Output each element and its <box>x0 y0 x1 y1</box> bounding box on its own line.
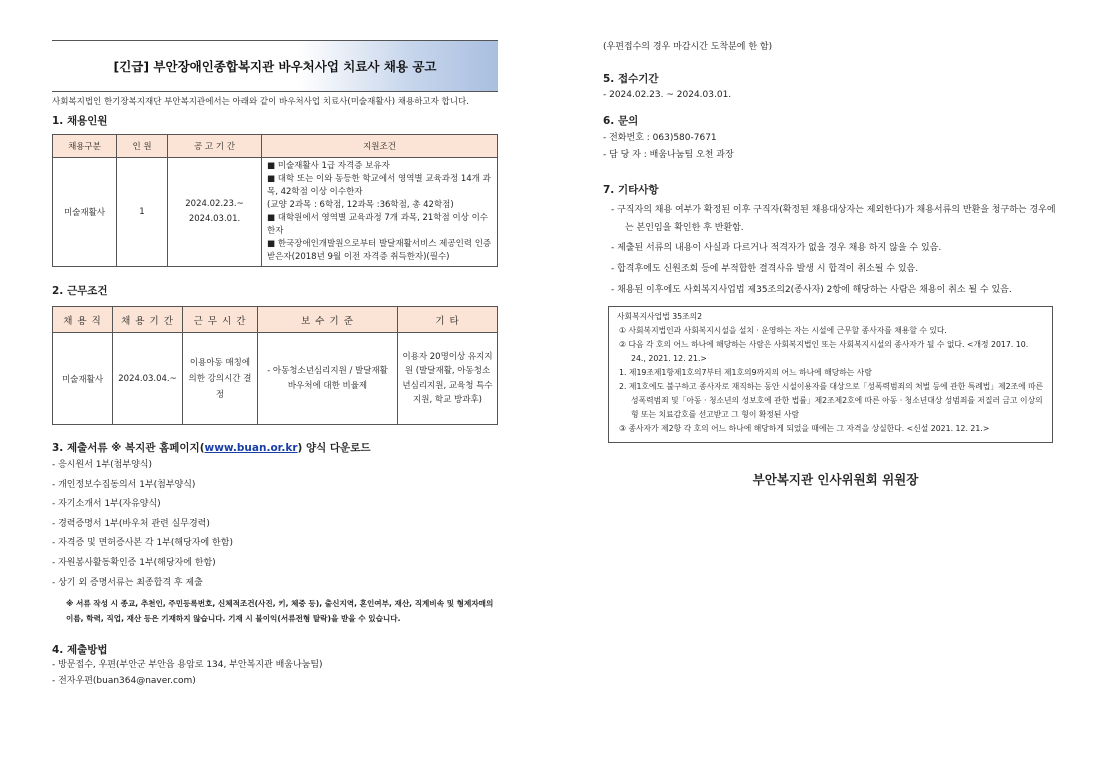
section3-heading-suffix: ) 양식 다운로드 <box>297 442 371 454</box>
right-column <box>603 40 1058 488</box>
section4-heading: 4. 제출방법 <box>52 644 108 657</box>
note-text: ※ 서류 작성 시 종교, 추천인, 주민등록번호, 신체적조건(사진, 키, 체중 등), 출신지역, 혼인여부, 재산, 직계비속 및 형제자매의 이름, 학력, 직업, 재산 등은 기재하지 않습니다. 기재 시 불이익(서류전형 탈락)을 받을 수 있습니다. <box>66 599 494 624</box>
cell-etc: 이용자 20명이상 유지지원 (발달재활, 아동청소년심리지원, 교육청 특수지원, 학교 방과후) <box>398 333 498 425</box>
law-item: ② 다음 각 호의 어느 하나에 해당하는 사람은 사회복지법인 또는 사회복지시설의 종사자가 될 수 없다. <개정 2017. 10. 24., 2021. 12. 21.> <box>619 340 1029 363</box>
cell-quals <box>262 158 498 267</box>
list-item: - 자격증 및 면허증사본 각 1부(해당자에 한함) <box>52 538 233 549</box>
intro-text: 사회복지법인 한기장복지재단 부안복지관에서는 아래와 같이 바우처사업 치료사(미술재활사) 채용하고자 합니다. <box>52 97 469 107</box>
law-title: 사회복지사업법 35조의2 <box>617 312 703 321</box>
section2-heading: 2. 근무조건 <box>52 285 108 297</box>
list-item: - 구직자의 채용 여부가 확정된 이후 구직자(확정된 채용대상자는 제외한다)가 채용서류의 반환을 청구하는 경우에는 본인임을 확인한 후 반환함. <box>611 205 1056 233</box>
documents-list <box>52 456 498 593</box>
page-title: [긴급] 부안장애인종합복지관 바우처사업 치료사 채용 공고 <box>52 40 498 92</box>
section1-heading: 1. 채용인원 <box>52 115 108 127</box>
qual-item: ■ 한국장애인개발원으로부터 발달재활서비스 제공인력 인증 받은자(2018년 9월 이전 자격증 취득한자)(필수) <box>267 239 492 262</box>
col-header-quals: 지원조건 <box>262 135 498 158</box>
list-item: - 채용된 이후에도 사회복지사업법 제35조의2(종사자) 2항에 해당하는 사람은 채용이 취소 될 수 있음. <box>611 285 1012 295</box>
qual-item: ■ 미술재활사 1급 자격증 보유자 <box>267 161 390 171</box>
list-item: - 응시원서 1부(첨부양식) <box>52 460 152 470</box>
col-header-pay: 보 수 기 준 <box>258 307 398 333</box>
list-item: - 전자우편(buan364@naver.com) <box>52 676 196 687</box>
col-header-hire-period: 채 용 기 간 <box>113 307 183 333</box>
qual-item: ■ 대학 또는 이와 동등한 학교에서 영역별 교육과정 14개 과목, 42학점 이상 이수한자 <box>267 174 491 197</box>
cell-hire-period: 2024.03.04.~ <box>113 333 183 425</box>
qual-item: ■ 대학원에서 영역별 교육과정 7개 과목, 21학점 이상 이수한자 <box>267 213 489 236</box>
contact-phone: - 전화번호 : 063)580-7671 <box>603 133 717 143</box>
cell-period: 2024.02.23.~ 2024.03.01. <box>168 158 262 267</box>
postal-note: (우편접수의 경우 마감시간 도착분에 한 함) <box>603 42 773 52</box>
table-row <box>53 158 498 267</box>
law-item: ① 사회복지법인과 사회복지시설을 설치 · 운영하는 자는 시설에 근무할 종사자를 채용할 수 있다. <box>619 326 947 335</box>
law-item: ③ 종사자가 제2항 각 호의 어느 하나에 해당하게 되었을 때에는 그 자격을 상실한다. <신설 2021. 12. 21.> <box>619 424 990 433</box>
cell-hours: 이용아동 매칭에 의한 강의시간 결정 <box>183 333 258 425</box>
list-item: - 제출된 서류의 내용이 사실과 다르거나 적격자가 없을 경우 채용 하지 않을 수 있음. <box>611 243 942 253</box>
submission-list <box>52 657 498 689</box>
documents-note <box>52 596 498 626</box>
table-row <box>53 333 498 425</box>
section6-heading: 6. 문의 <box>603 115 639 127</box>
section7-heading: 7. 기타사항 <box>603 184 659 196</box>
cell-job: 미술재활사 <box>53 333 113 425</box>
conditions-table <box>52 306 498 425</box>
hiring-table-header <box>53 135 498 158</box>
cell-count: 1 <box>117 158 168 267</box>
homepage-link[interactable]: www.buan.or.kr <box>204 442 298 454</box>
list-item: - 방문접수, 우편(부안군 부안읍 용암로 134, 부안복지관 배움나눔팀) <box>52 660 323 671</box>
left-column <box>52 40 498 689</box>
list-item: - 합격후에도 신원조회 등에 부적합한 결격사유 발생 시 합격이 취소될 수 있음. <box>611 264 919 274</box>
law-item: 2. 제1호에도 불구하고 종사자로 재직하는 동안 시설이용자를 대상으로「성폭력범죄의 처벌 등에 관한 특례법」제2조에 따른 성폭력범죄 및「아동 · 청소년의 성보호에 관한 법률」제2조제2호에 따른 아동 · 청소년대상 성범죄를 저질러 금고 이상의 형 또는 치료감호를 선고받고 그 형이 확정된 사람 <box>619 382 1044 419</box>
list-item: - 자원봉사활동확인증 1부(해당자에 한함) <box>52 557 216 568</box>
conditions-table-header <box>53 307 498 333</box>
section5-heading: 5. 접수기간 <box>603 73 659 85</box>
col-header-hours: 근 무 시 간 <box>183 307 258 333</box>
list-item: - 개인정보수집동의서 1부(첨부양식) <box>52 479 196 490</box>
application-period: - 2024.02.23. ~ 2024.03.01. <box>603 90 732 100</box>
col-header-type: 채용구분 <box>53 135 117 158</box>
hiring-table <box>52 134 498 267</box>
contact-person: - 담 당 자 : 배움나눔팀 오천 과장 <box>603 150 734 160</box>
signature: 부안복지관 인사위원회 위원장 <box>752 472 919 487</box>
col-header-job: 채 용 직 <box>53 307 113 333</box>
law-excerpt-box <box>608 306 1053 443</box>
cell-pay: - 아동청소년심리지원 / 발달재활 바우처에 대한 비율제 <box>258 333 398 425</box>
cell-type: 미술재활사 <box>53 158 117 267</box>
other-notes-list <box>603 201 1058 298</box>
col-header-count: 인 원 <box>117 135 168 158</box>
law-item: 1. 제19조제1항제1호의7부터 제1호의9까지의 어느 하나에 해당하는 사람 <box>619 368 872 377</box>
section3-heading <box>52 440 498 455</box>
list-item: - 자기소개서 1부(자유양식) <box>52 499 161 510</box>
list-item: - 상기 외 증명서류는 최종합격 후 제출 <box>52 577 203 588</box>
qual-item: (교양 2과목 : 6학점, 12과목 :36학점, 총 42학점) <box>267 200 454 210</box>
col-header-etc: 기 타 <box>398 307 498 333</box>
section3-heading-prefix: 3. 제출서류 ※ 복지관 홈페이지( <box>52 442 205 454</box>
list-item: - 경력증명서 1부(바우처 관련 실무경력) <box>52 518 210 529</box>
col-header-period: 공 고 기 간 <box>168 135 262 158</box>
